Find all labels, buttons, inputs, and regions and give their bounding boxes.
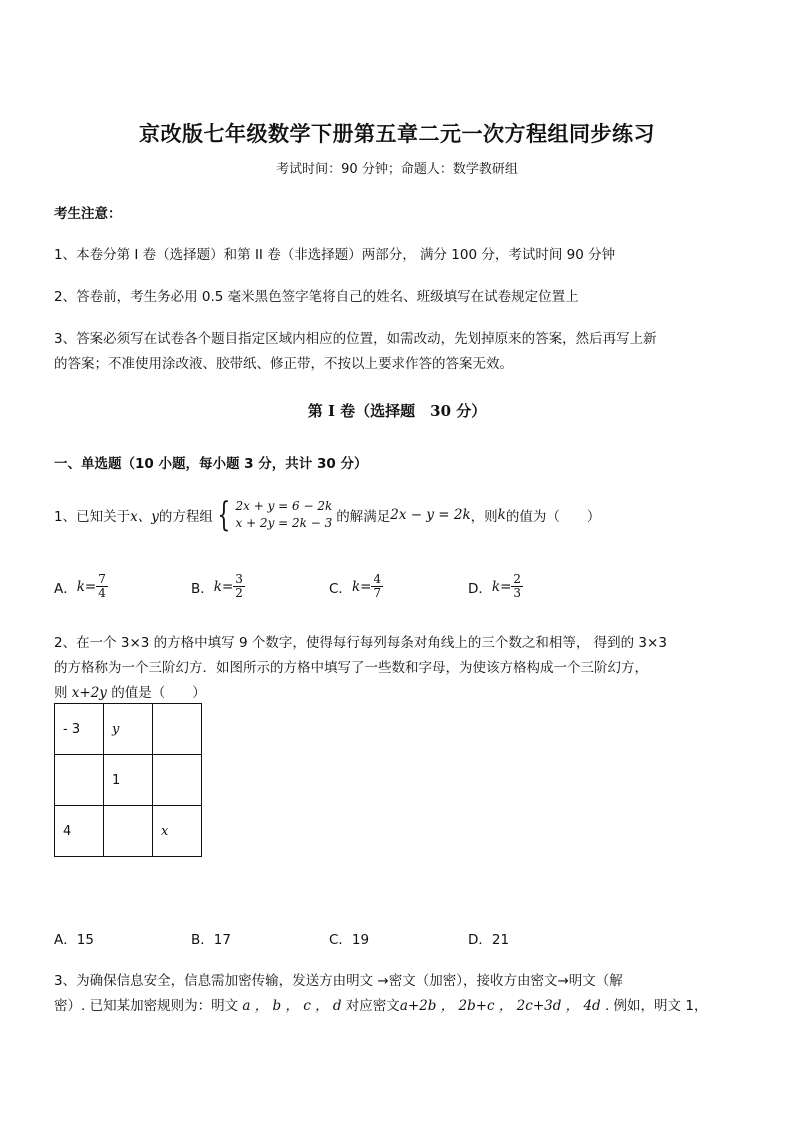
q1-option-c[interactable] xyxy=(329,573,383,600)
brace-symbol: { xyxy=(217,495,231,536)
q3-line-2-a: 密）. 已知某加密规则为：明文 xyxy=(54,998,243,1014)
option-fraction xyxy=(96,573,108,600)
exam-subtitle: 考试时间：90 分钟；命题人：数学教研组 xyxy=(276,162,518,177)
option-label: D． xyxy=(468,580,492,597)
grid-row xyxy=(55,755,202,806)
option-fraction xyxy=(511,573,523,600)
equation-2: x + 2y = 2k − 3 xyxy=(235,516,333,531)
notice-item-3-line-1: 3、答案必须写在试卷各个题目指定区域内相应的位置，如需改动，先划掉原来的答案，然后再写上新 xyxy=(54,331,657,347)
numerator: 4 xyxy=(373,572,382,586)
grid-cell: 4 xyxy=(55,806,104,857)
section-title: 第 I 卷（选择题 30 分） xyxy=(307,402,487,420)
q3-line-2-c: . 例如，明文 1， xyxy=(600,998,708,1014)
q1-k: k xyxy=(497,507,506,524)
option-fraction xyxy=(233,573,245,600)
q3-plaintext-vars: a ， b ， c ， d xyxy=(242,998,342,1014)
grid-row xyxy=(55,704,202,755)
option-label: B． xyxy=(191,580,214,597)
q1-option-b[interactable] xyxy=(191,573,245,600)
grid-cell xyxy=(153,755,202,806)
grid-cell: 1 xyxy=(104,755,153,806)
numerator: 7 xyxy=(98,572,106,586)
option-label: A． xyxy=(54,580,77,597)
question-1 xyxy=(54,495,601,536)
q2-option-b[interactable]: B．17 xyxy=(191,932,231,948)
denominator: 2 xyxy=(235,586,243,601)
option-var: k= xyxy=(76,578,97,595)
grid-cell: - 3 xyxy=(55,704,104,755)
option-label: C． xyxy=(329,580,352,597)
notice-item-1: 1、本卷分第 I 卷（选择题）和第 II 卷（非选择题）两部分， 满分 100 分，考试时间 90 分钟 xyxy=(54,247,616,263)
q1-option-a[interactable] xyxy=(54,573,108,600)
q1-suffix-c: 的值为（ ） xyxy=(505,509,601,526)
grid-cell: y xyxy=(104,704,153,755)
q3-line-2-b: 对应密文 xyxy=(341,998,400,1014)
q2-line-1: 2、在一个 3×3 的方格中填写 9 个数字，使得每行每列每条对角线上的三个数之和相等， 得到的 3×3 xyxy=(54,635,667,651)
q2-option-a[interactable]: A．15 xyxy=(54,932,94,948)
q2-option-c[interactable]: C．19 xyxy=(329,932,370,948)
q2-line-3-prefix: 则 xyxy=(54,685,72,701)
page-title: 京改版七年级数学下册第五章二元一次方程组同步练习 xyxy=(139,121,655,146)
q2-line-2: 的方格称为一个三阶幻方．如图所示的方格中填写了一些数和字母，为使该方格构成一个三阶幻方， xyxy=(54,660,648,676)
option-var: k= xyxy=(351,578,372,595)
option-var: k= xyxy=(213,578,234,595)
grid-cell xyxy=(153,704,202,755)
q1-prefix: 1、已知关于 xyxy=(54,509,131,526)
q1-suffix-a: 的解满足 xyxy=(336,509,391,526)
denominator: 4 xyxy=(98,586,106,601)
equation-1: 2x + y = 6 − 2k xyxy=(235,499,333,513)
q3-line-1: 3、为确保信息安全，信息需加密传输，发送方由明文 →密文（加密），接收方由密文→明文（解 xyxy=(54,973,623,989)
option-fraction xyxy=(371,573,383,600)
grid-cell xyxy=(55,755,104,806)
magic-square-grid xyxy=(54,703,202,857)
q3-ciphertext: a+2b ， 2b+c ， 2c+3d ， 4d xyxy=(399,998,601,1014)
q3-line-2 xyxy=(54,994,707,1014)
denominator: 3 xyxy=(513,586,522,601)
notice-item-2: 2、答卷前，考生务必用 0.5 毫米黑色签字笔将自己的姓名、班级填写在试卷规定位置上 xyxy=(54,289,579,305)
q1-mid: 的方程组 xyxy=(158,509,213,526)
part-heading: 一、单选题（10 小题，每小题 3 分，共计 30 分） xyxy=(54,456,368,472)
equation-list xyxy=(235,498,332,533)
denominator: 7 xyxy=(373,586,382,601)
q1-vars: x、y xyxy=(130,509,159,526)
numerator: 2 xyxy=(513,572,522,586)
q2-expression: x+2y xyxy=(71,685,107,701)
notice-item-3-line-2: 的答案；不准使用涂改液、胶带纸、修正带，不按以上要求作答的答案无效。 xyxy=(54,356,513,372)
q1-option-d[interactable] xyxy=(468,573,523,600)
option-var: k= xyxy=(491,578,512,595)
q2-option-d[interactable]: D．21 xyxy=(468,932,510,948)
grid-row xyxy=(55,806,202,857)
numerator: 3 xyxy=(235,572,243,586)
q2-line-3 xyxy=(54,681,206,701)
grid-cell xyxy=(104,806,153,857)
equation-system xyxy=(213,495,333,536)
notice-heading: 考生注意： xyxy=(54,206,122,222)
q2-line-3-suffix: 的值是（ ） xyxy=(106,685,206,701)
grid-cell: x xyxy=(153,806,202,857)
q1-condition: 2x − y = 2k xyxy=(390,507,471,524)
q1-suffix-b: ，则 xyxy=(470,509,498,526)
